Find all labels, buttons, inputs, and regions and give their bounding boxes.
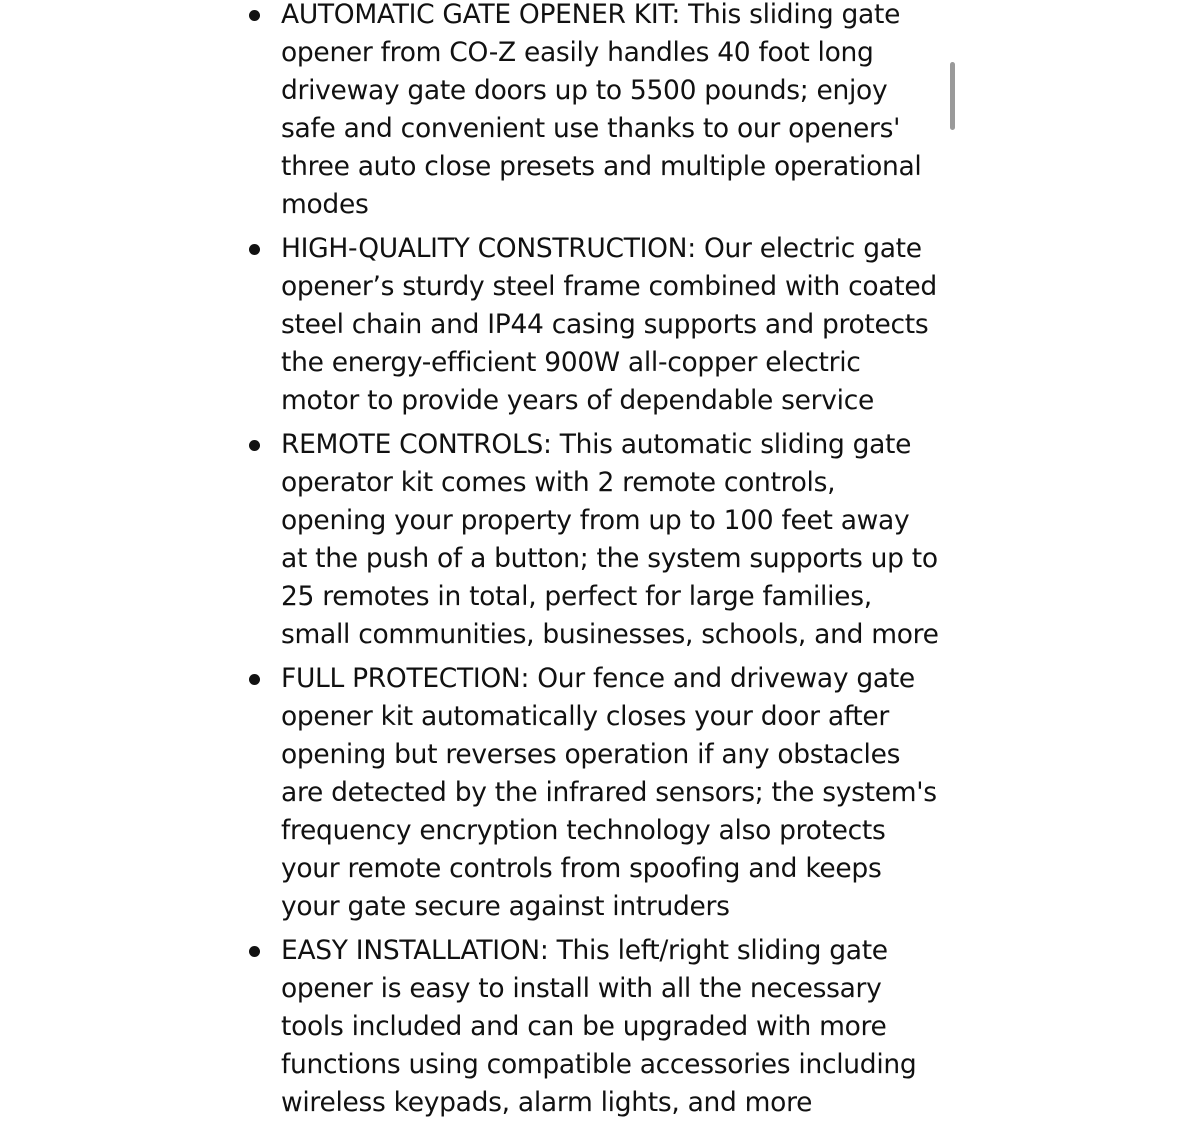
feature-automatic-gate-opener-kit <box>0 0 941 224</box>
feature-high-quality-construction <box>0 230 941 420</box>
feature-easy-installation <box>0 932 941 1122</box>
feature-text: REMOTE CONTROLS: This automatic sliding gate operator kit comes with 2 remote controls, opening your property from up to 100 feet away at the push of a button; the system supports up to 25 remotes in total, perfect for large families, small communities, businesses, schools, and more <box>281 429 939 650</box>
bullet-icon <box>249 440 260 451</box>
scrollbar-thumb[interactable] <box>950 62 955 130</box>
bullet-icon <box>249 244 260 255</box>
bullet-icon <box>249 946 260 957</box>
feature-text: FULL PROTECTION: Our fence and driveway gate opener kit automatically closes your door after opening but reverses operation if any obstacles are detected by the infrared sensors; the system's frequency encryption technology also protects your remote controls from spoofing and keeps your gate secure against intruders <box>281 663 937 922</box>
feature-text: AUTOMATIC GATE OPENER KIT: This sliding gate opener from CO-Z easily handles 40 foot long driveway gate doors up to 5500 pounds; enjoy safe and convenient use thanks to our openers' three auto close presets and multiple operational modes <box>281 0 922 220</box>
feature-full-protection <box>0 660 941 926</box>
feature-text: HIGH-QUALITY CONSTRUCTION: Our electric gate opener’s sturdy steel frame combined with coated steel chain and IP44 casing supports and protects the energy-efficient 900W all-copper electric motor to provide years of dependable service <box>281 233 937 416</box>
bullet-icon <box>249 10 260 21</box>
feature-remote-controls <box>0 426 941 654</box>
bullet-icon <box>249 674 260 685</box>
feature-text: EASY INSTALLATION: This left/right sliding gate opener is easy to install with all the necessary tools included and can be upgraded with more functions using compatible accessories including wireless keypads, alarm lights, and more <box>281 935 917 1118</box>
